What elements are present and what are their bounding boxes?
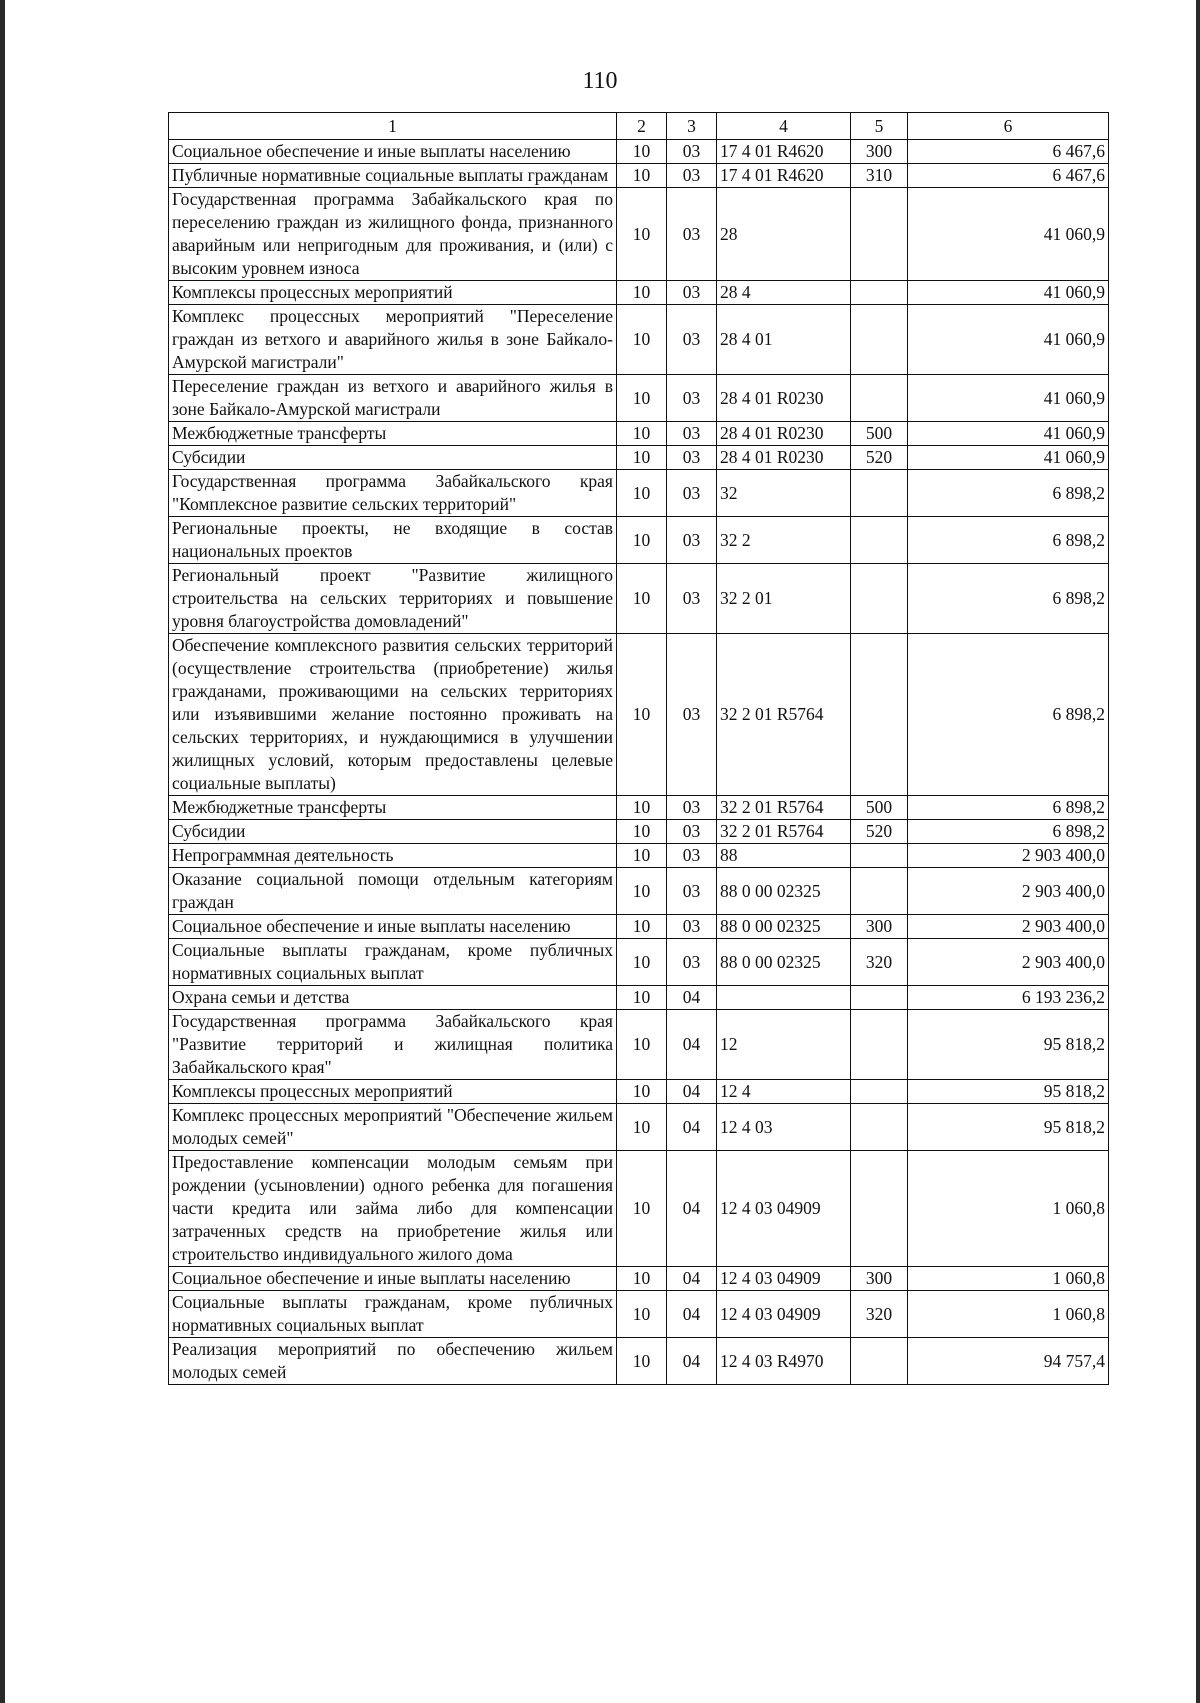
row-subsection-code: 03	[667, 140, 717, 164]
table-row	[169, 1104, 1109, 1151]
scan-border-left	[0, 0, 5, 1703]
row-expense-type	[851, 375, 908, 422]
row-name: Региональный проект "Развитие жилищного строительства на сельских территориях и повышение уровня благоустройства домовладений"	[169, 564, 617, 634]
row-target-article: 32 2 01 R5764	[717, 796, 851, 820]
row-target-article: 12 4 03 04909	[717, 1267, 851, 1291]
row-section-code: 10	[617, 1010, 667, 1080]
row-section-code: 10	[617, 634, 667, 796]
row-subsection-code: 03	[667, 375, 717, 422]
table-row	[169, 375, 1109, 422]
row-expense-type: 300	[851, 140, 908, 164]
header-col-4: 4	[717, 113, 851, 140]
header-col-2: 2	[617, 113, 667, 140]
row-subsection-code: 03	[667, 164, 717, 188]
row-section-code: 10	[617, 1151, 667, 1267]
row-section-code: 10	[617, 564, 667, 634]
row-amount: 2 903 400,0	[908, 915, 1109, 939]
row-target-article: 32 2 01 R5764	[717, 820, 851, 844]
row-amount: 41 060,9	[908, 446, 1109, 470]
row-amount: 6 467,6	[908, 140, 1109, 164]
row-target-article: 12 4 03 04909	[717, 1291, 851, 1338]
row-amount: 41 060,9	[908, 422, 1109, 446]
row-expense-type	[851, 868, 908, 915]
row-target-article: 28 4 01 R0230	[717, 375, 851, 422]
row-subsection-code: 03	[667, 470, 717, 517]
row-name: Субсидии	[169, 446, 617, 470]
row-amount: 6 898,2	[908, 470, 1109, 517]
row-name: Комплекс процессных мероприятий "Переселение граждан из ветхого и аварийного жилья в зоне Байкало-Амурской магистрали"	[169, 305, 617, 375]
row-subsection-code: 04	[667, 1104, 717, 1151]
row-subsection-code: 03	[667, 281, 717, 305]
row-expense-type: 520	[851, 446, 908, 470]
row-amount: 6 898,2	[908, 634, 1109, 796]
scan-border-right	[1196, 0, 1200, 1703]
row-amount: 2 903 400,0	[908, 939, 1109, 986]
row-section-code: 10	[617, 1104, 667, 1151]
row-amount: 1 060,8	[908, 1151, 1109, 1267]
row-expense-type: 500	[851, 422, 908, 446]
row-subsection-code: 03	[667, 305, 717, 375]
row-name: Государственная программа Забайкальского края по переселению граждан из жилищного фонда, признанного аварийным или непригодным для проживания, и (или) с высоким уровнем износа	[169, 188, 617, 281]
row-subsection-code: 03	[667, 564, 717, 634]
row-target-article: 88 0 00 02325	[717, 868, 851, 915]
table-row	[169, 1291, 1109, 1338]
table-row	[169, 281, 1109, 305]
row-expense-type	[851, 986, 908, 1010]
row-expense-type	[851, 188, 908, 281]
row-name: Публичные нормативные социальные выплаты гражданам	[169, 164, 617, 188]
table-row	[169, 1151, 1109, 1267]
row-subsection-code: 03	[667, 844, 717, 868]
row-target-article: 17 4 01 R4620	[717, 140, 851, 164]
row-section-code: 10	[617, 868, 667, 915]
row-name: Межбюджетные трансферты	[169, 796, 617, 820]
table-row	[169, 634, 1109, 796]
row-subsection-code: 03	[667, 915, 717, 939]
row-target-article: 12 4 03	[717, 1104, 851, 1151]
row-section-code: 10	[617, 375, 667, 422]
table-row	[169, 1010, 1109, 1080]
row-expense-type: 500	[851, 796, 908, 820]
row-expense-type	[851, 1338, 908, 1385]
row-amount: 6 898,2	[908, 820, 1109, 844]
row-section-code: 10	[617, 164, 667, 188]
row-section-code: 10	[617, 939, 667, 986]
table-row	[169, 470, 1109, 517]
row-amount: 1 060,8	[908, 1291, 1109, 1338]
row-subsection-code: 04	[667, 1267, 717, 1291]
table-row	[169, 986, 1109, 1010]
header-col-5: 5	[851, 113, 908, 140]
row-expense-type	[851, 470, 908, 517]
row-amount: 1 060,8	[908, 1267, 1109, 1291]
table-row	[169, 564, 1109, 634]
header-row	[169, 113, 1109, 140]
table-row	[169, 140, 1109, 164]
row-name: Социальное обеспечение и иные выплаты населению	[169, 915, 617, 939]
table-row	[169, 188, 1109, 281]
row-name: Предоставление компенсации молодым семьям при рождении (усыновлении) одного ребенка для погашения части кредита или займа либо для компенсации затраченных средств на приобретение жилья или строительство индивидуального жилого дома	[169, 1151, 617, 1267]
row-section-code: 10	[617, 986, 667, 1010]
row-amount: 6 898,2	[908, 796, 1109, 820]
row-expense-type: 310	[851, 164, 908, 188]
row-name: Комплексы процессных мероприятий	[169, 1080, 617, 1104]
row-subsection-code: 03	[667, 422, 717, 446]
row-name: Обеспечение комплексного развития сельских территорий (осуществление строительства (приобретение) жилья гражданами, проживающими на сельских территориях или изъявившими желание постоянно проживать на сельских территориях, и нуждающимися в улучшении жилищных условий, которым предоставлены целевые социальные выплаты)	[169, 634, 617, 796]
row-subsection-code: 04	[667, 1151, 717, 1267]
row-section-code: 10	[617, 1080, 667, 1104]
table-row	[169, 844, 1109, 868]
row-name: Государственная программа Забайкальского края "Комплексное развитие сельских территорий"	[169, 470, 617, 517]
row-expense-type	[851, 517, 908, 564]
row-expense-type: 520	[851, 820, 908, 844]
table-row	[169, 305, 1109, 375]
table-body	[169, 140, 1109, 1385]
row-amount: 6 193 236,2	[908, 986, 1109, 1010]
row-target-article: 12	[717, 1010, 851, 1080]
row-name: Переселение граждан из ветхого и аварийного жилья в зоне Байкало-Амурской магистрали	[169, 375, 617, 422]
row-subsection-code: 04	[667, 1010, 717, 1080]
row-section-code: 10	[617, 844, 667, 868]
row-amount: 95 818,2	[908, 1080, 1109, 1104]
header-col-3: 3	[667, 113, 717, 140]
header-col-1: 1	[169, 113, 617, 140]
table-row	[169, 820, 1109, 844]
table-row	[169, 446, 1109, 470]
row-target-article: 12 4	[717, 1080, 851, 1104]
budget-table	[168, 112, 1109, 1385]
row-expense-type	[851, 844, 908, 868]
row-target-article: 88 0 00 02325	[717, 915, 851, 939]
table-row	[169, 164, 1109, 188]
row-amount: 2 903 400,0	[908, 844, 1109, 868]
row-expense-type: 320	[851, 939, 908, 986]
table-row	[169, 796, 1109, 820]
row-subsection-code: 03	[667, 446, 717, 470]
table-row	[169, 915, 1109, 939]
table-row	[169, 868, 1109, 915]
row-amount: 41 060,9	[908, 375, 1109, 422]
row-subsection-code: 03	[667, 796, 717, 820]
row-section-code: 10	[617, 517, 667, 564]
row-target-article: 28 4	[717, 281, 851, 305]
row-target-article: 28 4 01	[717, 305, 851, 375]
row-section-code: 10	[617, 1267, 667, 1291]
row-section-code: 10	[617, 1338, 667, 1385]
row-section-code: 10	[617, 188, 667, 281]
row-amount: 41 060,9	[908, 281, 1109, 305]
table-row	[169, 1338, 1109, 1385]
row-target-article: 12 4 03 R4970	[717, 1338, 851, 1385]
row-name: Социальные выплаты гражданам, кроме публичных нормативных социальных выплат	[169, 939, 617, 986]
row-target-article: 28 4 01 R0230	[717, 422, 851, 446]
table-row	[169, 939, 1109, 986]
row-name: Реализация мероприятий по обеспечению жильем молодых семей	[169, 1338, 617, 1385]
row-section-code: 10	[617, 305, 667, 375]
table-row	[169, 422, 1109, 446]
row-section-code: 10	[617, 140, 667, 164]
row-subsection-code: 03	[667, 188, 717, 281]
row-target-article: 88 0 00 02325	[717, 939, 851, 986]
row-name: Охрана семьи и детства	[169, 986, 617, 1010]
row-subsection-code: 03	[667, 868, 717, 915]
row-section-code: 10	[617, 470, 667, 517]
row-amount: 6 467,6	[908, 164, 1109, 188]
row-subsection-code: 04	[667, 986, 717, 1010]
row-subsection-code: 03	[667, 820, 717, 844]
row-amount: 6 898,2	[908, 564, 1109, 634]
row-expense-type: 320	[851, 1291, 908, 1338]
row-section-code: 10	[617, 796, 667, 820]
page-number: 110	[582, 68, 618, 94]
row-target-article: 88	[717, 844, 851, 868]
row-amount: 41 060,9	[908, 188, 1109, 281]
row-target-article: 32 2 01 R5764	[717, 634, 851, 796]
row-subsection-code: 04	[667, 1291, 717, 1338]
row-expense-type	[851, 1151, 908, 1267]
row-expense-type: 300	[851, 1267, 908, 1291]
row-subsection-code: 03	[667, 634, 717, 796]
row-expense-type	[851, 305, 908, 375]
row-expense-type	[851, 634, 908, 796]
row-target-article: 32 2 01	[717, 564, 851, 634]
row-subsection-code: 04	[667, 1080, 717, 1104]
row-name: Непрограммная деятельность	[169, 844, 617, 868]
row-name: Субсидии	[169, 820, 617, 844]
row-subsection-code: 03	[667, 939, 717, 986]
row-name: Социальное обеспечение и иные выплаты населению	[169, 140, 617, 164]
table-row	[169, 1267, 1109, 1291]
row-name: Социальные выплаты гражданам, кроме публичных нормативных социальных выплат	[169, 1291, 617, 1338]
table-header	[169, 113, 1109, 140]
row-amount: 2 903 400,0	[908, 868, 1109, 915]
row-amount: 6 898,2	[908, 517, 1109, 564]
row-name: Комплекс процессных мероприятий "Обеспечение жильем молодых семей"	[169, 1104, 617, 1151]
row-subsection-code: 03	[667, 517, 717, 564]
row-name: Государственная программа Забайкальского края "Развитие территорий и жилищная политика Забайкальского края"	[169, 1010, 617, 1080]
row-target-article: 32	[717, 470, 851, 517]
row-target-article: 28 4 01 R0230	[717, 446, 851, 470]
row-expense-type	[851, 1010, 908, 1080]
row-expense-type	[851, 1104, 908, 1151]
row-name: Комплексы процессных мероприятий	[169, 281, 617, 305]
row-name: Оказание социальной помощи отдельным категориям граждан	[169, 868, 617, 915]
table-row	[169, 517, 1109, 564]
row-target-article: 32 2	[717, 517, 851, 564]
row-section-code: 10	[617, 422, 667, 446]
row-target-article	[717, 986, 851, 1010]
row-name: Межбюджетные трансферты	[169, 422, 617, 446]
row-amount: 94 757,4	[908, 1338, 1109, 1385]
row-target-article: 17 4 01 R4620	[717, 164, 851, 188]
row-expense-type	[851, 564, 908, 634]
row-expense-type	[851, 281, 908, 305]
row-amount: 41 060,9	[908, 305, 1109, 375]
row-section-code: 10	[617, 1291, 667, 1338]
row-section-code: 10	[617, 820, 667, 844]
row-subsection-code: 04	[667, 1338, 717, 1385]
row-expense-type: 300	[851, 915, 908, 939]
row-target-article: 12 4 03 04909	[717, 1151, 851, 1267]
row-section-code: 10	[617, 446, 667, 470]
header-col-6: 6	[908, 113, 1109, 140]
row-target-article: 28	[717, 188, 851, 281]
row-section-code: 10	[617, 915, 667, 939]
row-name: Региональные проекты, не входящие в состав национальных проектов	[169, 517, 617, 564]
table-row	[169, 1080, 1109, 1104]
row-amount: 95 818,2	[908, 1104, 1109, 1151]
row-name: Социальное обеспечение и иные выплаты населению	[169, 1267, 617, 1291]
row-amount: 95 818,2	[908, 1010, 1109, 1080]
row-expense-type	[851, 1080, 908, 1104]
row-section-code: 10	[617, 281, 667, 305]
